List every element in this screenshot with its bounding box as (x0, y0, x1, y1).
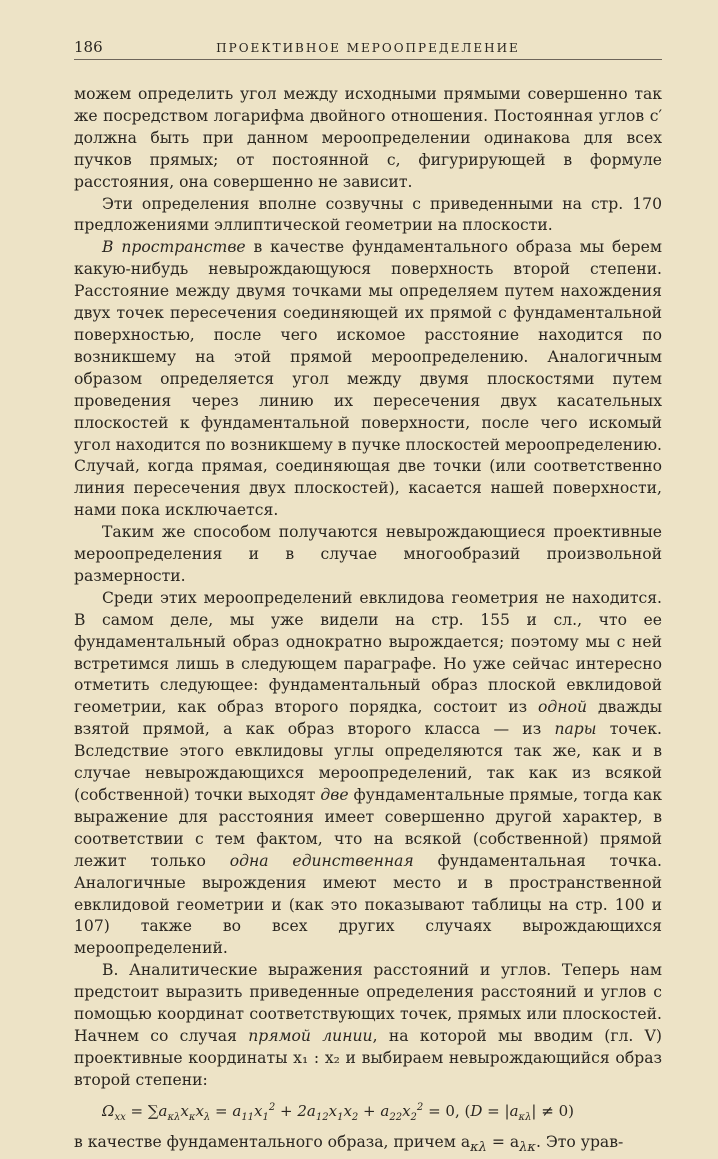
paragraph-6 (74, 960, 662, 1091)
body-text (74, 84, 662, 1159)
paragraph-4: Таким же способом получаются невырождающиеся проективные мероопределения и в случае многообразий произвольной размерности. (74, 523, 662, 585)
paragraph-5-part: дважды взятой прямой, а как образ второго класса — из (74, 698, 662, 739)
paragraph-2: Эти определения вполне созвучны с приведенными на стр. 170 предложениями эллиптической геометрии на плоскости. (74, 194, 662, 235)
paragraph-7-part: . Это урав- (535, 1132, 624, 1151)
paragraph-3-text: в качестве фундаментального образа мы берем какую-нибудь невырождающуюся поверхность второй степени. Расстояние между двумя точками мы определяем путем нахождения двух точек пересечения соединяющей их прямой с фундаментальной поверхностью, после чего искомое расстояние находится по возникшему на этой прямой мероопределению. Аналогичным образом определяется угол между двумя плоскостями путем проведения через линию их пересечения двух касательных плоскостей к фундаментальной поверхности, после чего искомый угол находится по возникшему в пучке плоскостей мероопределению. Случай, когда прямая, соединяющая две точки (или соответственно линия пересечения двух плоскостей), касается нашей поверхности, нами пока исключается. (74, 238, 662, 520)
paragraph-6-part: , на которой мы вводим (гл. V) проективные координаты x₁ : x₂ и выбираем невырождающийся образ второй степени: (74, 1026, 662, 1089)
running-title: ПРОЕКТИВНОЕ МЕРООПРЕДЕЛЕНИЕ (216, 41, 520, 55)
paragraph-3 (74, 237, 662, 522)
page-header (74, 38, 662, 60)
paragraph-7-part: = a (486, 1132, 520, 1151)
paragraph-5-emphasis: две (320, 786, 349, 804)
paragraph-5 (74, 588, 662, 960)
paragraph-7: в качестве фундаментального образа, причем $a_{\kappa\lambda} = a_{\lambda\kappa}$. Это урав- (74, 1132, 624, 1155)
quadratic-form-formula: $\Omega_{xx} = \sum a_{\kappa\lambda}x_\kappa x_\lambda = a_{11}x_1^2 + 2a_{12}x_1x_2 + a_{22}x_2^2 = 0$, $(D = |a_{\kappa\lambda}| \ne 0)$ (102, 1101, 574, 1123)
paragraph-5-part: фундаментальная точка. Аналогичные вырождения имеют место и в пространственной евклидовой геометрии и (как это показывают таблицы на стр. 100 и 107) также во всех других случаях вырождающихся мероопределений. (74, 851, 662, 958)
paragraph-1: можем определить угол между исходными прямыми совершенно так же посредством логарифма двойного отношения. Постоянная углов c′ должна быть при данном мероопределении одинакова для всех пучков прямых; от постоянной c, фигурирующей в формуле расстояния, она совершенно не зависит. (74, 85, 662, 191)
paragraph-6-emphasis: прямой линии (248, 1026, 373, 1045)
paragraph-3-lead: В пространстве (102, 238, 246, 257)
paragraph-5-part: Среди этих мероопределений евклидова геометрия не находится. В самом деле, мы уже видели на стр. 155 и сл., что ее фундаментальный образ однократно вырождается; поэтому мы с ней встретимся лишь в следующем параграфе. Но уже сейчас интересно отметить следующее: фундаментальный образ плоской евклидовой геометрии, как образ второго порядка, состоит из (74, 588, 662, 717)
page-number: 186 (74, 38, 103, 56)
paragraph-5-part: точек. Вследствие этого евклидовы углы определяются так же, как и в случае невырождающихся мероопределений, так как из всякой (собственной) точки выходят (74, 720, 662, 804)
paragraph-5-part: фундаментальные прямые, тогда как выражение для расстояния имеет совершенно другой характер, в соответствии с тем фактом, что на всякой (собственной) прямой лежит только (74, 786, 663, 870)
paragraph-7-part: в качестве фундаментального образа, причем a (74, 1132, 471, 1151)
paragraph-5-emphasis: одна единственная (229, 851, 414, 870)
paragraph-6-part: В. Аналитические выражения расстояний и углов. Теперь нам предстоит выразить приведенные определения расстояний и углов с помощью координат соответствующих точек, прямых или плоскостей. Начнем со случая (74, 961, 662, 1045)
paragraph-5-emphasis: пары (554, 720, 597, 739)
paragraph-5-emphasis: одной (538, 698, 588, 717)
